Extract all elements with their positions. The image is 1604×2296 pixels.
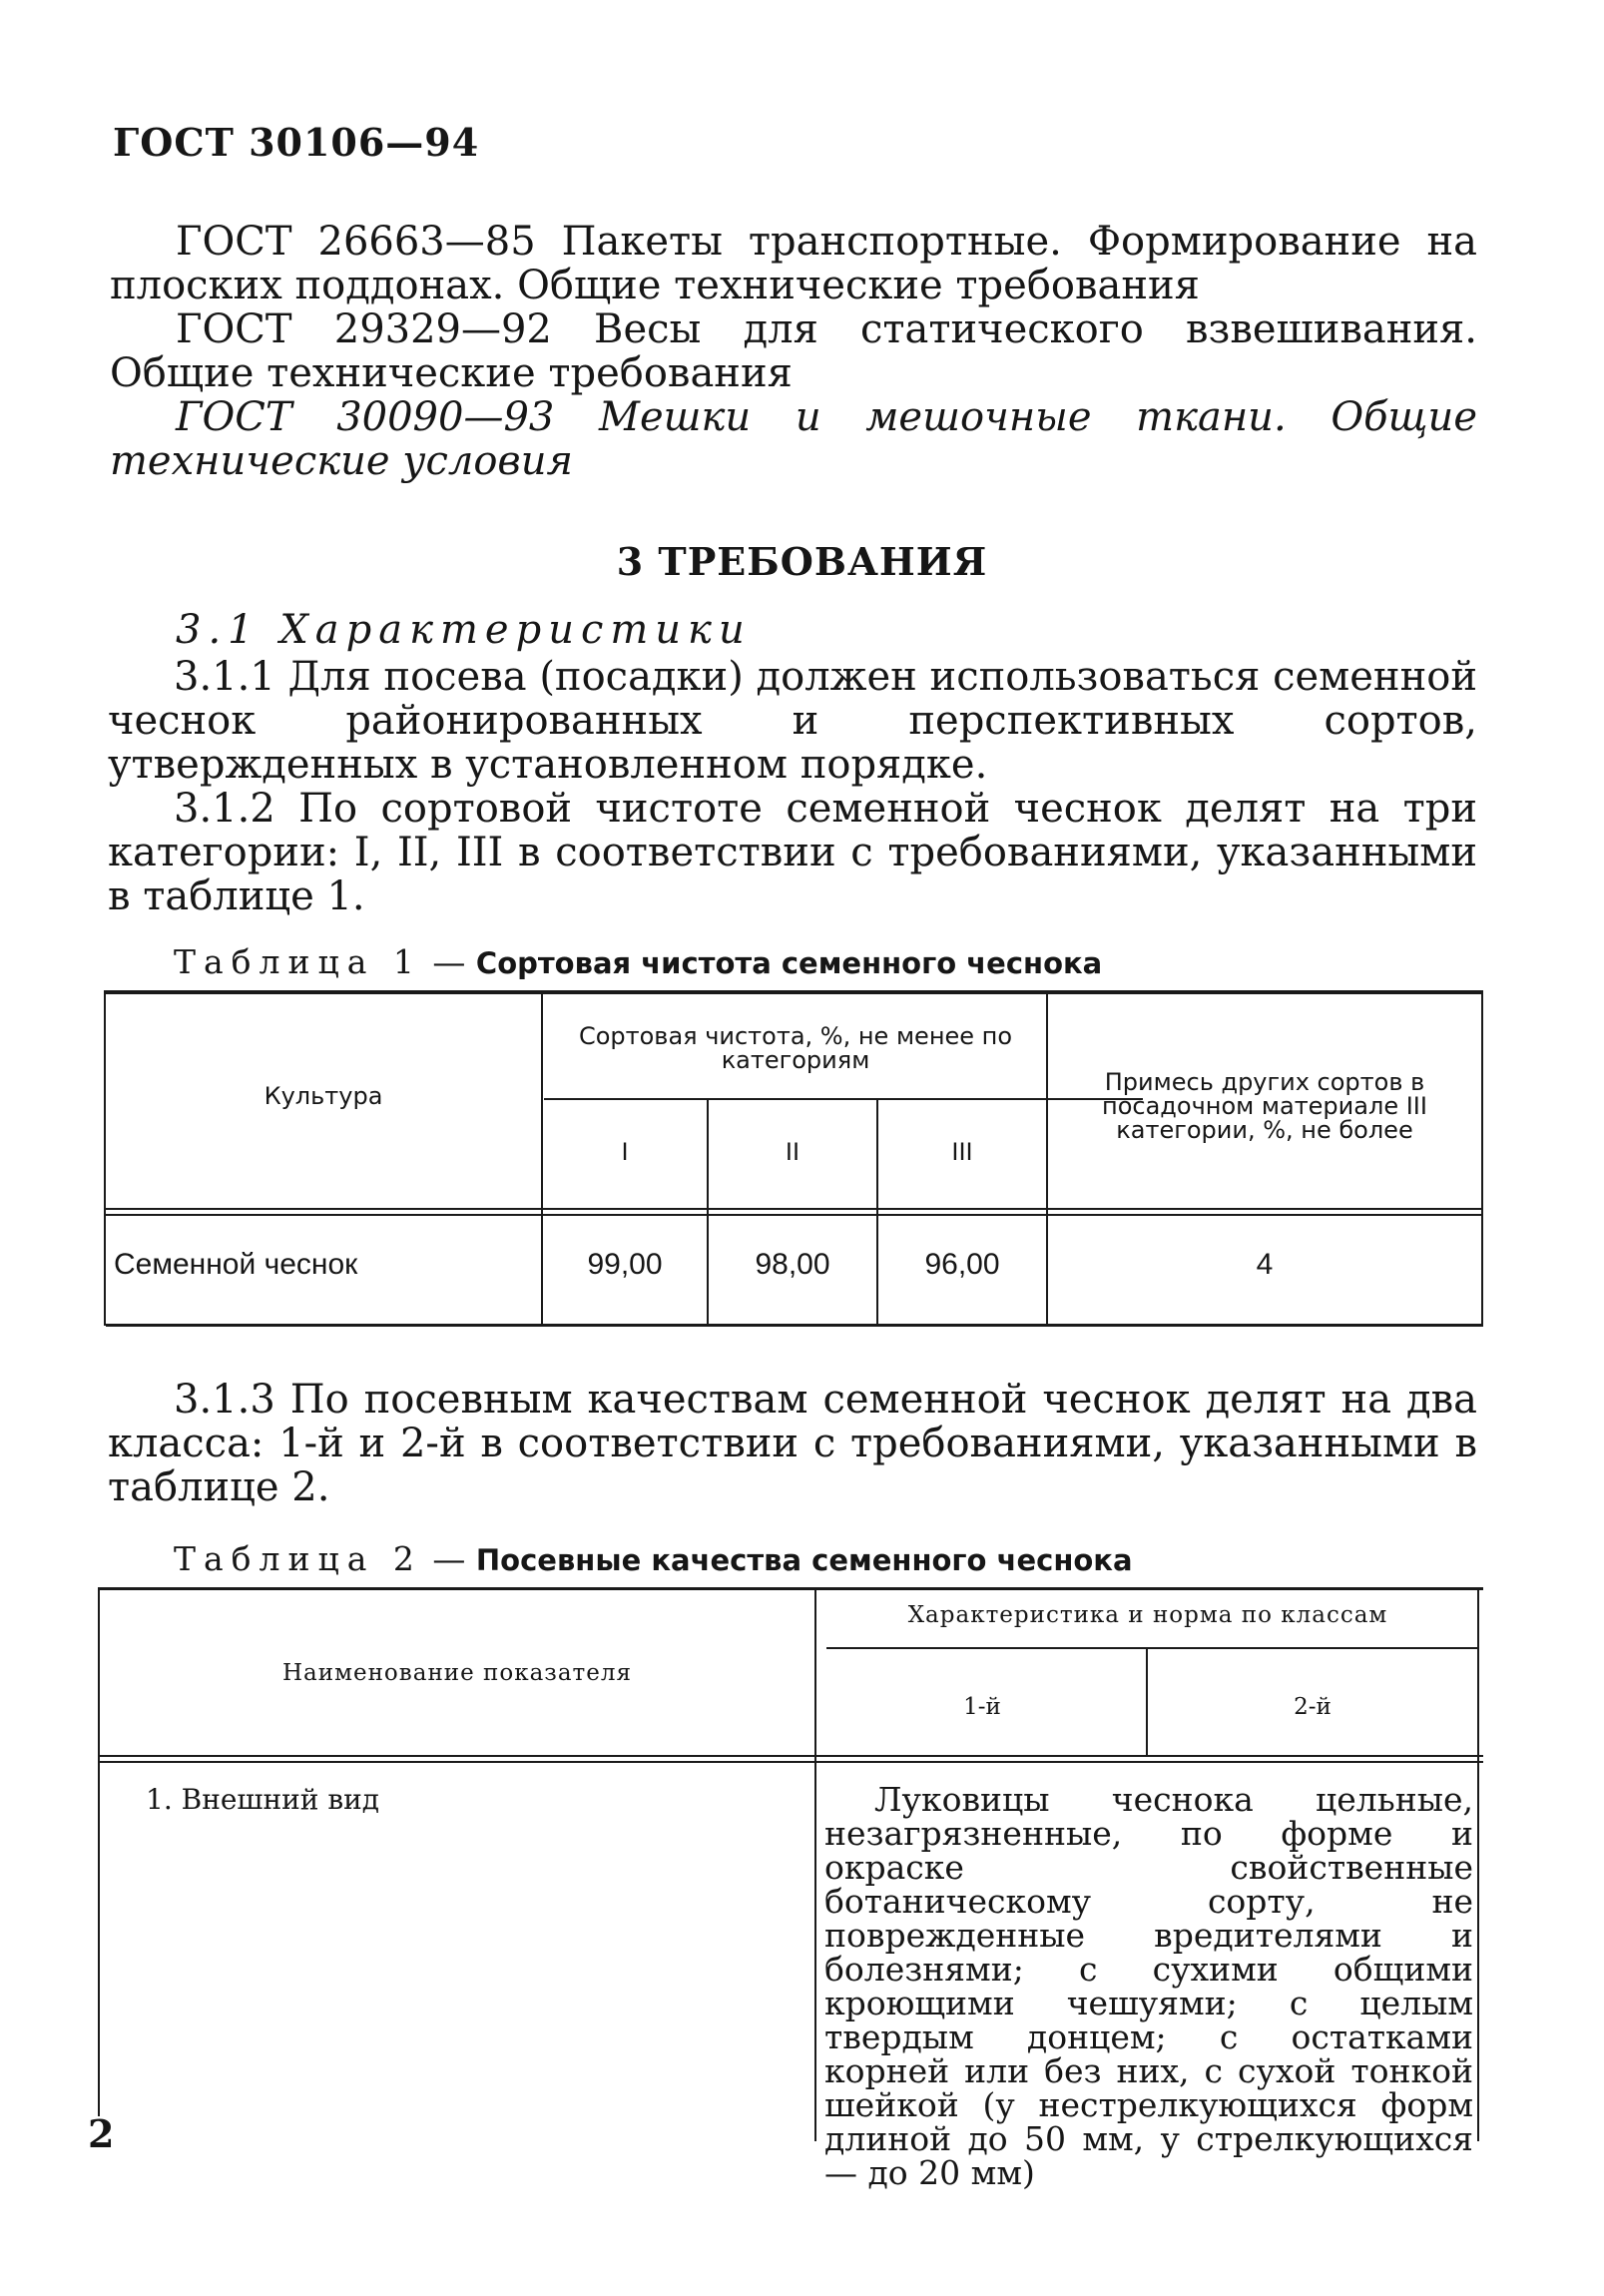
normative-references xyxy=(110,220,1477,483)
reference-gost-30090: ГОСТ 30090—93 Мешки и мешочные ткани. Общие технические условия xyxy=(110,394,1477,484)
paragraph-3-1-1: 3.1.1 Для посева (посадки) должен использоваться семенной чеснок районированных и перспективных сортов, утвержденных в установленном порядке. xyxy=(108,654,1477,788)
table1-header-admixture: Примесь других сортов в посадочном материале III категории, %, не более xyxy=(1102,1068,1427,1144)
table1-header-category-2: II xyxy=(785,1138,801,1166)
document-code-header: ГОСТ 30106—94 xyxy=(113,120,480,165)
table1-label: Таблица 1 xyxy=(174,942,422,981)
table1-header-purity: Сортовая чистота, %, не менее по категориям xyxy=(578,1022,1013,1074)
table1-row-value-1: 99,00 xyxy=(587,1248,663,1281)
paragraph-3-1-2: 3.1.2 По сортовой чистоте семенной чеснок делят на три категории: I, II, III в соответствии с требованиями, указанными в таблице 1. xyxy=(108,786,1477,919)
table1-header-category-1: I xyxy=(621,1138,629,1166)
table2-row-indicator-appearance: 1. Внешний вид xyxy=(146,1783,380,1816)
table1-header-category-3: III xyxy=(951,1138,973,1166)
table2-header-indicator: Наименование показателя xyxy=(282,1660,632,1686)
section-title: 3 ТРЕБОВАНИЯ xyxy=(616,539,988,584)
reference-gost-29329: ГОСТ 29329—92 Весы для статического взвешивания. Общие технические требования xyxy=(110,306,1477,396)
table2-header-class-2: 2-й xyxy=(1294,1694,1332,1720)
table1-row-culture: Семенной чеснок xyxy=(114,1248,358,1281)
table1-title: Сортовая чистота семенного чеснока xyxy=(475,946,1103,980)
table1-dash: — xyxy=(432,942,466,981)
table2-title: Посевные качества семенного чеснока xyxy=(475,1543,1133,1577)
table2 xyxy=(96,1587,1487,2192)
table1-row-admixture: 4 xyxy=(1256,1248,1274,1281)
page-number: 2 xyxy=(88,2111,115,2156)
requirements-paragraphs xyxy=(108,655,1477,918)
table1 xyxy=(100,990,1487,1330)
table1-header-culture: Культура xyxy=(264,1082,383,1110)
table1-row-value-3: 96,00 xyxy=(924,1248,1000,1281)
table1-caption xyxy=(174,942,1102,981)
subsection-title: 3.1 Характеристики xyxy=(176,607,752,653)
table1-row-value-2: 98,00 xyxy=(755,1248,830,1281)
table2-caption xyxy=(174,1539,1133,1578)
table2-row-value-appearance: Луковицы чеснока цельные, незагрязненные, по форме и окраске свойственные ботаническому сорту, не поврежденные вредителями и болезнями; с сухими общими кроющими чешуями; с целым твердым донцем; с остатками корней или без них, с сухой тонкой шейкой (у нестрелкующихся форм длиной до 50 мм, у стрелкующихся — до 20 мм) xyxy=(824,1780,1473,2192)
table2-label: Таблица 2 xyxy=(174,1539,422,1578)
table2-header-class-1: 1-й xyxy=(963,1694,1001,1720)
reference-gost-26663: ГОСТ 26663—85 Пакеты транспортные. Формирование на плоских поддонах. Общие технические требования xyxy=(110,219,1477,308)
paragraph-block-3-1-3 xyxy=(108,1378,1477,1509)
paragraph-3-1-3: 3.1.3 По посевным качествам семенной чеснок делят на два класса: 1-й и 2-й в соответствии с требованиями, указанными в таблице 2. xyxy=(108,1377,1477,1510)
table2-header-characteristic: Характеристика и норма по классам xyxy=(907,1602,1388,1628)
table2-dash: — xyxy=(432,1539,466,1578)
